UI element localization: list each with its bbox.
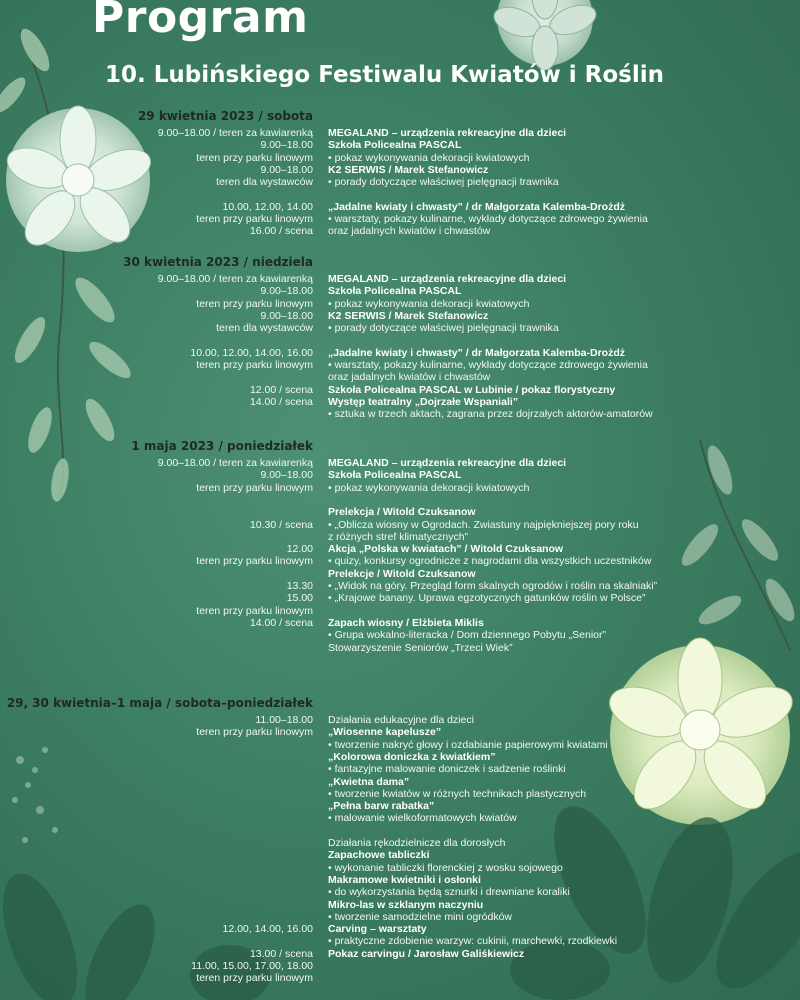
day-heading: 29 kwietnia 2023 / sobota	[137, 109, 313, 123]
festival-subtitle: 10. Lubińskiego Festiwalu Kwiatów i Roślin	[105, 62, 664, 88]
schedule-time-place: 9.00–18.00	[260, 285, 313, 298]
schedule-time-place: teren przy parku linowym	[196, 972, 313, 985]
schedule-time-place: teren przy parku linowym	[196, 297, 313, 310]
schedule-event: • porady dotyczące właściwej pielęgnacji trawnika	[328, 322, 559, 335]
schedule-time-place: 9.00–18.00 / teren za kawiarenką	[157, 273, 313, 285]
schedule-time-place: teren przy parku linowym	[196, 213, 313, 226]
schedule-event: • do wykorzystania będą sznurki i drewniane koraliki	[328, 886, 570, 899]
schedule-time-place: teren przy parku linowym	[196, 726, 313, 739]
schedule-time-place: 11.00, 15.00, 17.00, 18.00	[191, 960, 313, 972]
schedule-event: MEGALAND – urządzenia rekreacyjne dla dzieci	[328, 273, 567, 285]
schedule-event: • tworzenie samodzielne mini ogródków	[328, 910, 513, 923]
schedule-time-place: 12.00, 14.00, 16.00	[222, 923, 313, 936]
schedule-time-place: 13.30	[286, 580, 313, 592]
schedule-event: • tworzenie nakryć głowy i ozdabianie papierowymi kwiatami	[328, 738, 608, 751]
day-heading: 30 kwietnia 2023 / niedziela	[123, 255, 313, 269]
schedule-event: Prelekcje / Witold Czuksanow	[328, 567, 476, 580]
schedule-time-place: 14.00 / scena	[249, 396, 313, 408]
schedule-time-place: teren dla wystawców	[216, 176, 313, 189]
schedule-time-place: 14.00 / scena	[249, 616, 313, 629]
day-heading: 29, 30 kwietnia–1 maja / sobota–poniedziałek	[6, 696, 313, 710]
schedule-time-place: teren przy parku linowym	[196, 151, 313, 164]
schedule-event: „Jadalne kwiaty i chwasty” / dr Małgorzata Kalemba-Drożdż	[328, 200, 625, 213]
schedule-time-place: 9.00–18.00 / teren za kawiarenką	[157, 127, 313, 139]
schedule-time-place: 10.30 / scena	[249, 518, 313, 531]
schedule-event: Zapach wiosny / Elżbieta Miklis	[328, 616, 484, 629]
day-heading: 1 maja 2023 / poniedziałek	[131, 439, 313, 453]
schedule-event: K2 SERWIS / Marek Stefanowicz	[328, 163, 489, 176]
schedule-event: Szkoła Policealna PASCAL w Lubinie / pokaz florystyczny	[328, 383, 616, 396]
schedule-event: • Grupa wokalno-literacka / Dom dziennego Pobytu „Senior”	[328, 629, 606, 642]
schedule-time-place: 13.00 / scena	[249, 947, 313, 960]
schedule-event: Działania rękodzielnicze dla dorosłych	[328, 837, 506, 849]
schedule-event: Makramowe kwietniki i osłonki	[328, 873, 481, 886]
schedule-event: • sztuka w trzech aktach, zagrana przez dojrzałych aktorów-amatorów	[328, 408, 653, 421]
schedule-time-place: 11.00–18.00	[255, 714, 313, 726]
schedule-event: • fantazyjne malowanie doniczek i sadzenie roślinki	[328, 763, 566, 776]
page-title: Program	[92, 0, 309, 43]
schedule-event: K2 SERWIS / Marek Stefanowicz	[328, 309, 489, 322]
schedule-time-place: teren przy parku linowym	[196, 359, 313, 372]
schedule-event: Szkoła Policealna PASCAL	[328, 285, 462, 298]
schedule-event: • warsztaty, pokazy kulinarne, wykłady dotyczące zdrowego żywienia	[328, 359, 648, 372]
schedule-event: Prelekcja / Witold Czuksanow	[328, 506, 476, 519]
schedule-time-place: 9.00–18.00 / teren za kawiarenką	[157, 457, 313, 469]
schedule-event: oraz jadalnych kwiatów i chwastów	[328, 371, 491, 384]
schedule-event: • pokaz wykonywania dekoracji kwiatowych	[328, 297, 530, 310]
schedule-event: z różnych stref klimatycznych”	[328, 530, 469, 543]
schedule-event: Zapachowe tabliczki	[328, 849, 430, 862]
schedule-event: „Wiosenne kapelusze”	[328, 726, 442, 739]
schedule-time-place: 9.00–18.00	[260, 469, 313, 482]
schedule-event: • praktyczne zdobienie warzyw: cukinii, marchewki, rzodkiewki	[328, 935, 618, 948]
schedule-event: • „Krajowe banany. Uprawa egzotycznych gatunków roślin w Polsce”	[328, 592, 646, 605]
schedule-time-place: teren dla wystawców	[216, 322, 313, 335]
schedule-event: MEGALAND – urządzenia rekreacyjne dla dzieci	[328, 127, 567, 139]
schedule-event: • malowanie wielkoformatowych kwiatów	[328, 812, 517, 825]
schedule-time-place: 9.00–18.00	[260, 163, 313, 176]
schedule-event: • tworzenie kwiatów w różnych technikach plastycznych	[328, 787, 587, 800]
schedule-event: • wykonanie tabliczki florenckiej z wosku sojowego	[328, 861, 563, 874]
schedule-event: • warsztaty, pokazy kulinarne, wykłady dotyczące zdrowego żywienia	[328, 213, 648, 226]
schedule-event: • pokaz wykonywania dekoracji kwiatowych	[328, 151, 530, 164]
schedule-event: Akcja „Polska w kwiatach” / Witold Czuksanow	[328, 543, 564, 556]
schedule-time-place: 9.00–18.00	[260, 309, 313, 322]
schedule-event: • „Oblicza wiosny w Ogrodach. Zwiastuny najpiękniejszej pory roku	[328, 518, 639, 531]
schedule-time-place: 16.00 / scena	[249, 225, 313, 238]
schedule-time-place: 10.00, 12.00, 14.00, 16.00	[190, 346, 313, 359]
schedule-event: • pokaz wykonywania dekoracji kwiatowych	[328, 481, 530, 494]
schedule-event: „Jadalne kwiaty i chwasty” / dr Małgorzata Kalemba-Drożdż	[328, 346, 625, 359]
schedule-time-place: 10.00, 12.00, 14.00	[222, 200, 313, 213]
schedule-event: Szkoła Policealna PASCAL	[328, 139, 462, 152]
schedule-time-place: 12.00	[286, 543, 313, 556]
schedule-event: Carving – warsztaty	[328, 923, 427, 936]
schedule-time-place: teren przy parku linowym	[196, 555, 313, 568]
schedule-event: Mikro-las w szklanym naczyniu	[328, 898, 484, 911]
schedule-event: „Kwietna dama”	[328, 775, 410, 788]
schedule-time-place: 9.00–18.00	[260, 139, 313, 152]
schedule-event: Występ teatralny „Dojrzałe Wspaniali”	[328, 396, 519, 408]
schedule-event: Stowarzyszenie Seniorów „Trzeci Wiek”	[328, 641, 513, 654]
schedule-event: • „Widok na góry. Przegląd form skalnych ogrodów i roślin na skalniaki”	[328, 580, 658, 592]
schedule-event: „Pełna barw rabatka”	[328, 800, 435, 813]
schedule-event: „Kolorowa doniczka z kwiatkiem”	[328, 750, 496, 763]
schedule-event: Pokaz carvingu / Jarosław Galiśkiewicz	[328, 947, 525, 960]
schedule-event: • porady dotyczące właściwej pielęgnacji trawnika	[328, 176, 559, 189]
schedule-event: oraz jadalnych kwiatów i chwastów	[328, 225, 491, 238]
schedule-event: Szkoła Policealna PASCAL	[328, 469, 462, 482]
schedule-time-place: teren przy parku linowym	[196, 604, 313, 617]
schedule-time-place: teren przy parku linowym	[196, 481, 313, 494]
schedule-time-place: 15.00	[286, 592, 313, 605]
schedule-event: MEGALAND – urządzenia rekreacyjne dla dzieci	[328, 457, 567, 469]
schedule-time-place: 12.00 / scena	[249, 383, 313, 396]
schedule-event: Działania edukacyjne dla dzieci	[328, 714, 474, 726]
schedule-event: • quizy, konkursy ogrodnicze z nagrodami dla wszystkich uczestników	[328, 555, 652, 568]
